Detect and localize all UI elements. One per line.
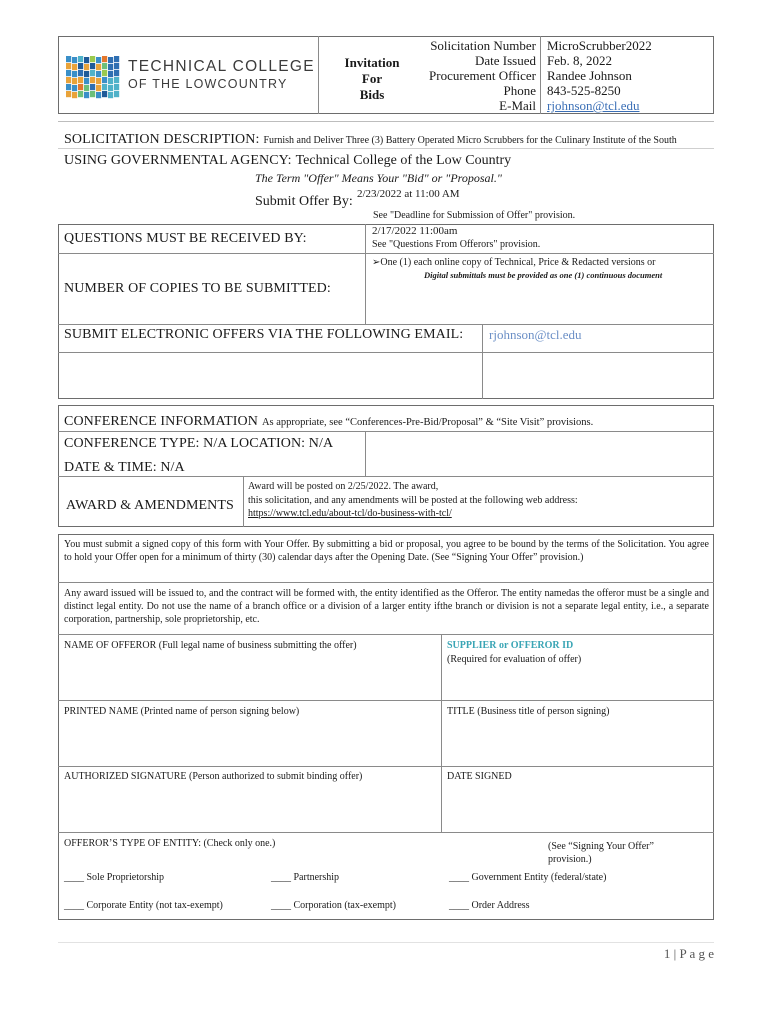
questions-label: QUESTIONS MUST BE RECEIVED BY: [64, 231, 307, 246]
logo-tile [66, 63, 71, 69]
entity-option-corporation-tax-exempt[interactable]: ____ Corporation (tax-exempt) [271, 900, 396, 911]
logo-tile [78, 70, 83, 76]
entity-notice: Any award issued will be issued to, and the contract will be formed with, the entity identified as the Offeror. The entity namedas the offeror must be a single and distinct legal entity. Do not use the name of a branch office or a division of a larger entity ifthe branch or division is not a separate legal entity, i.e., a separate corporation, partnership, sole proprietorship, etc. [64, 588, 709, 625]
logo-tile [114, 56, 119, 62]
logo-tile [66, 77, 71, 83]
logo-tile [90, 70, 95, 76]
logo-tile [102, 63, 107, 69]
submit-offer-date: 2/23/2022 at 11:00 AM [357, 188, 460, 200]
logo-tile [96, 78, 101, 84]
logo-tile [72, 57, 77, 63]
phone-number: 843-525-8250 [547, 83, 621, 98]
college-logo-icon [66, 56, 120, 100]
email-link[interactable]: rjohnson@tcl.edu [547, 98, 640, 113]
supplier-id-field[interactable]: (Required for evaluation of offer) [447, 654, 582, 665]
logo-tile [96, 64, 101, 70]
logo-tile [72, 92, 77, 98]
logo-tile [72, 71, 77, 77]
conference-date-time: DATE & TIME: N/A [64, 460, 185, 475]
logo-tile [102, 56, 107, 62]
printed-name-field[interactable]: PRINTED NAME (Printed name of person signing below) [64, 706, 300, 717]
logo-tile [102, 77, 107, 83]
logo-tile [84, 71, 89, 77]
logo-tile [108, 78, 113, 84]
sign-notice: You must submit a signed copy of this form with Your Offer. By submitting a bid or proposal, you agree to be bound by the terms of the Solicitation. You agree to hold your Offer open for a minimum of thirty (30) calendar days after the Opening Date. (See “Signing Your Offer” provision.) [64, 539, 709, 563]
logo-tile [96, 57, 101, 63]
entity-type-label: OFFEROR’S TYPE OF ENTITY: (Check only one.) [64, 838, 276, 849]
conference-type: CONFERENCE TYPE: N/A LOCATION: N/A [64, 436, 334, 451]
logo-tile [108, 92, 113, 98]
logo-tile [78, 63, 83, 69]
logo-tile [114, 70, 119, 76]
document-type: Invitation For Bids [344, 55, 400, 102]
logo-tile [108, 64, 113, 70]
logo-tile [78, 77, 83, 83]
logo-tile [90, 63, 95, 69]
logo-tile [78, 84, 83, 90]
award-line2: this solicitation, and any amendments will be posted at the following web address: [248, 495, 578, 506]
logo-tile [66, 84, 71, 90]
questions-date: 2/17/2022 11:00am [372, 225, 458, 237]
award-url-link[interactable]: https://www.tcl.edu/about-tcl/do-business-with-tcl/ [248, 508, 452, 519]
logo-tile [102, 70, 107, 76]
logo-tile [84, 57, 89, 63]
logo-tile [102, 84, 107, 90]
entity-type-see-note: (See “Signing Your Offer” provision.) [548, 841, 654, 865]
logo-tile [66, 56, 71, 62]
logo-tile [102, 91, 107, 97]
logo-tile [90, 56, 95, 62]
header-values [547, 38, 712, 113]
conference-information: CONFERENCE INFORMATION As appropriate, see “Conferences-Pre-Bid/Proposal” & “Site Visit” provisions. [64, 414, 594, 429]
electronic-offers-label: SUBMIT ELECTRONIC OFFERS VIA THE FOLLOWING EMAIL: [64, 327, 464, 342]
logo-tile [90, 84, 95, 90]
logo-tile [96, 92, 101, 98]
logo-tile [84, 78, 89, 84]
logo-tile [108, 85, 113, 91]
logo-tile [66, 70, 71, 76]
logo-tile [96, 85, 101, 91]
procurement-officer: Randee Johnson [547, 68, 632, 83]
questions-note: See "Questions From Offerors" provision. [372, 239, 541, 250]
logo-tile [90, 91, 95, 97]
college-name-line1: TECHNICAL COLLEGE [128, 58, 315, 75]
logo-tile [114, 91, 119, 97]
logo-tile [114, 77, 119, 83]
solicitation-number: MicroScrubber2022 [547, 38, 652, 53]
entity-option-partnership[interactable]: ____ Partnership [271, 872, 340, 883]
logo-tile [84, 85, 89, 91]
logo-tile [84, 92, 89, 98]
electronic-offers-email[interactable]: rjohnson@tcl.edu [489, 327, 582, 342]
title-field[interactable]: TITLE (Business title of person signing) [447, 706, 610, 717]
logo-tile [72, 85, 77, 91]
signature-field[interactable]: AUTHORIZED SIGNATURE (Person authorized to submit binding offer) [64, 771, 363, 782]
logo-tile [72, 78, 77, 84]
award-line1: Award will be posted on 2/25/2022. The award, [248, 481, 439, 492]
entity-option-sole-proprietorship[interactable]: ____ Sole Proprietorship [64, 872, 164, 883]
logo-tile [78, 91, 83, 97]
entity-option-order-address[interactable]: ____ Order Address [449, 900, 530, 911]
submit-offer-label: Submit Offer By: [255, 194, 353, 209]
logo-tile [84, 64, 89, 70]
date-signed-field[interactable]: DATE SIGNED [447, 771, 512, 782]
using-agency: USING GOVERNMENTAL AGENCY: Technical College of the Low Country [64, 153, 512, 168]
logo-tile [108, 71, 113, 77]
copies-label: NUMBER OF COPIES TO BE SUBMITTED: [64, 281, 331, 296]
logo-tile [114, 63, 119, 69]
logo-tile [72, 64, 77, 70]
logo-tile [96, 71, 101, 77]
submit-offer-note: See "Deadline for Submission of Offer" provision. [373, 210, 576, 221]
logo-tile [114, 84, 119, 90]
copies-digital-note: Digital submittals must be provided as one (1) continuous document [424, 270, 663, 280]
term-note: The Term "Offer" Means Your "Bid" or "Proposal." [255, 171, 502, 185]
logo-tile [66, 91, 71, 97]
award-label: AWARD & AMENDMENTS [66, 498, 234, 513]
solicitation-description: SOLICITATION DESCRIPTION: Furnish and Deliver Three (3) Battery Operated Micro Scrubbers for the Culinary Institute of the South [64, 132, 677, 147]
logo-tile [90, 77, 95, 83]
supplier-id-label: SUPPLIER or OFFEROR ID [447, 640, 574, 651]
page-number: 1 | P a g e [663, 946, 714, 961]
offeror-name-field[interactable]: NAME OF OFFEROR (Full legal name of business submitting the offer) [64, 640, 357, 651]
date-issued: Feb. 8, 2022 [547, 53, 612, 68]
entity-option-corporate-entity[interactable]: ____ Corporate Entity (not tax-exempt) [64, 900, 223, 911]
entity-option-government[interactable]: ____ Government Entity (federal/state) [449, 872, 607, 883]
logo-tile [108, 57, 113, 63]
copies-instruction: ➢One (1) each online copy of Technical, Price & Redacted versions or [372, 257, 656, 268]
header-labels: Solicitation Number Date Issued Procurement Officer Phone E-Mail [429, 38, 536, 113]
college-name-line2: OF THE LOWCOUNTRY [128, 77, 288, 91]
logo-tile [78, 56, 83, 62]
